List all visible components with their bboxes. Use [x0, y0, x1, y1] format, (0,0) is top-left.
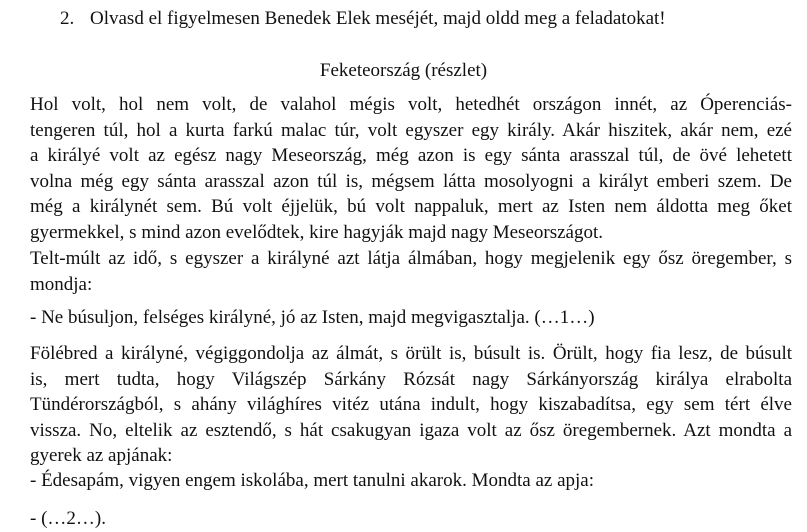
paragraph-line: még a királynét sem. Bú volt éjjelük, bú volt nappaluk, mert az Isten nem áldotta meg őket — [30, 196, 792, 217]
paragraph-6 — [30, 506, 792, 532]
paragraph-line: vissza. No, eltelik az esztendő, s hát csakugyan igaza volt az ősz öregembernek. Azt mondta a — [30, 419, 792, 441]
paragraph-line: Telt-múlt az idő, s egyszer a királyné azt látja álmában, hogy megjelenik egy ősz öregember, s — [30, 248, 792, 269]
paragraph-line: gyermekkel, s mind azon evelődtek, kire hagyják majd nagy Meseországot. — [30, 221, 603, 243]
paragraph-line: a királyé volt az egész nagy Meseország, még azon is egy sánta arasszal túl, de övé lehetett — [30, 145, 792, 166]
paragraph-line: is, mert tudta, hogy Világszép Sárkány Rózsát nagy Sárkányország királya elrabolta — [30, 368, 792, 390]
story-title: Feketeország (részlet) — [319, 60, 488, 81]
paragraph-line: tengeren túl, hol a kurta farkú malac túr, volt egyszer egy király. Akár hiszitek, akár nem, ezé — [30, 119, 792, 141]
paragraph-line: - Ne búsuljon, felséges királyné, jó az Isten, majd megvigasztalja. (…1…) — [30, 307, 595, 328]
paragraph-1 — [30, 92, 792, 245]
paragraph-line: mondja: — [30, 273, 93, 295]
paragraph-2 — [30, 246, 792, 297]
paragraph-line: - Édesapám, vigyen engem iskolába, mert tanulni akarok. Mondta az apja: — [30, 470, 595, 491]
paragraph-line: - (…2…). — [30, 508, 106, 529]
task-text: Olvasd el figyelmesen Benedek Elek meséjét, majd oldd meg a feladatokat! — [90, 8, 666, 29]
paragraph-line: Tündérországból, s ahány világhíres vitéz utána indult, hogy kiszabadítsa, egy sem tért élve — [30, 394, 792, 415]
paragraph-3 — [30, 305, 792, 331]
paragraph-line: Fölébred a királyné, végiggondolja az álmát, s örült is, búsult is. Örült, hogy fia lesz, de búsult — [30, 343, 792, 364]
task-number: 2. — [60, 8, 75, 29]
paragraph-5 — [30, 468, 792, 494]
paragraph-line: volna még egy sánta arasszal azon túl is, mégsem látta mosolyogni a királyt emberi szem. De — [30, 170, 792, 192]
paragraph-line: gyerek az apjának: — [30, 445, 173, 466]
paragraph-line: Hol volt, hol nem volt, de valahol mégis volt, hetedhét országon innét, az Óperenciás- — [30, 94, 792, 115]
paragraph-4 — [30, 341, 792, 469]
task-instruction — [60, 6, 666, 32]
